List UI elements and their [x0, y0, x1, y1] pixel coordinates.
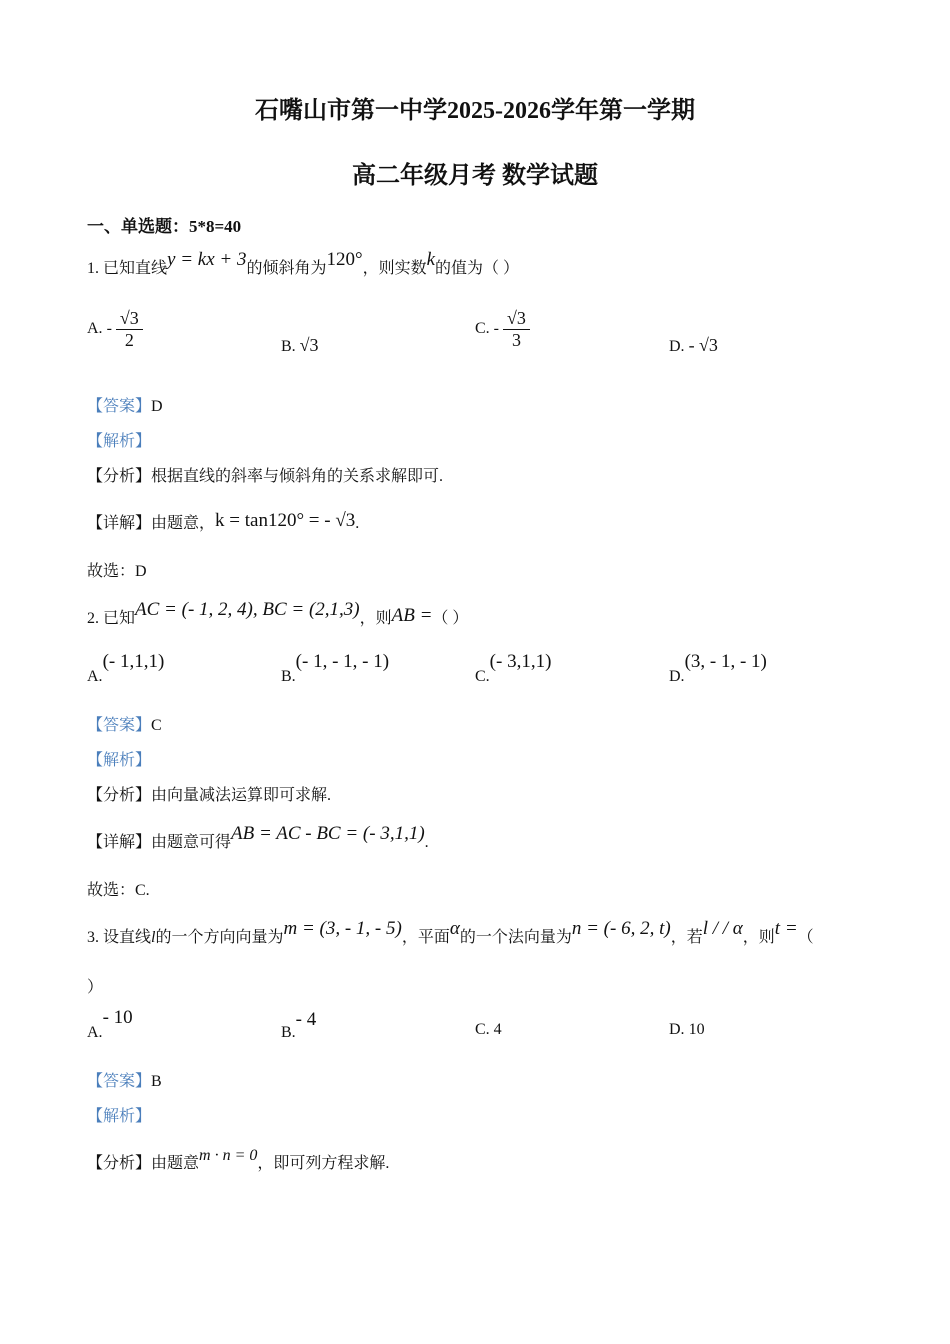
option-label: D.: [669, 1021, 685, 1038]
answer-value: C: [151, 717, 162, 734]
q2-option-b: [281, 651, 390, 687]
q3-option-c: [475, 1021, 502, 1039]
q2-option-c: [475, 651, 552, 687]
detail-text: .: [355, 515, 360, 532]
detail-tag: 【详解】: [87, 515, 152, 532]
q2-text: 2. 已知: [87, 610, 136, 627]
q3-option-d: [669, 1021, 705, 1039]
q3-answer: [87, 1068, 162, 1091]
option-label: B.: [281, 1024, 296, 1041]
answer-value: B: [151, 1073, 162, 1090]
q1-choose: 故选：D: [87, 563, 147, 580]
answer-tag: 【答案】: [87, 398, 152, 415]
q2-equation: AC = (- 1, 2, 4), BC = (2,1,3): [135, 599, 360, 620]
fenxi-text: 由向量减法运算即可求解.: [151, 787, 332, 804]
option-value: - 10: [102, 1007, 133, 1028]
option-value: 4: [493, 1021, 502, 1038]
option-value: (- 3,1,1): [489, 651, 552, 672]
option-label: A.: [87, 1024, 103, 1041]
q3-alpha: α: [449, 918, 460, 939]
numerator: √3: [503, 308, 530, 330]
section-heading: 一、单选题：5*8=40: [87, 217, 242, 236]
q3-vector-n: n = (- 6, 2, t): [571, 918, 671, 939]
q3-close-paren: ）: [87, 979, 104, 996]
q2-choose: 故选：C.: [87, 882, 150, 899]
q3-text: 的一个方向向量为: [155, 929, 284, 946]
answer-tag: 【答案】: [87, 717, 152, 734]
detail-text: 由题意，: [151, 515, 216, 532]
q1-text: 的倾斜角为: [246, 260, 327, 277]
q2-equation: AB =: [391, 605, 433, 626]
fenxi-text: 根据直线的斜率与倾斜角的关系求解即可.: [151, 468, 444, 485]
q1-option-a: [87, 308, 143, 351]
q2-detail: [87, 823, 429, 853]
option-value: (3, - 1, - 1): [684, 651, 767, 672]
q3-text: ，平面: [401, 929, 450, 946]
q3-l: l: [151, 929, 156, 946]
q2-option-a: [87, 651, 165, 687]
fenxi-tag: 【分析】: [87, 1155, 152, 1172]
fraction: [116, 308, 143, 351]
answer-value: D: [151, 398, 163, 415]
fenxi-tag: 【分析】: [87, 787, 152, 804]
option-label: C.: [475, 320, 490, 338]
q3-condition: l / / α: [702, 918, 743, 939]
option-value: - √3: [688, 335, 718, 355]
q1-option-c: [475, 308, 530, 351]
option-value: - 4: [295, 1009, 317, 1030]
q2-answer: [87, 712, 162, 735]
q1-angle: 120°: [326, 249, 363, 270]
q3-analysis-tag: 【解析】: [87, 1108, 152, 1125]
q3-option-b: [281, 1009, 317, 1043]
numerator: √3: [116, 308, 143, 330]
q3-text: 3. 设直线: [87, 929, 152, 946]
q3-t: t =: [774, 918, 798, 939]
q2-fenxi: [87, 782, 331, 805]
option-label: D.: [669, 668, 685, 685]
option-label: B.: [281, 338, 296, 355]
fenxi-equation: m · n = 0: [199, 1147, 258, 1164]
q2-analysis-tag: 【解析】: [87, 752, 152, 769]
q3-text: 的一个法向量为: [459, 929, 572, 946]
q2-text: （ ）: [432, 610, 469, 627]
option-label: A.: [87, 668, 103, 685]
q3-vector-m: m = (3, - 1, - 5): [283, 918, 402, 939]
q3-option-a: [87, 1007, 133, 1043]
title-line-1: 石嘴山市第一中学2025-2026学年第一学期: [255, 98, 695, 124]
q1-text: 1. 已知直线: [87, 260, 168, 277]
denominator: 3: [511, 330, 521, 350]
option-label: D.: [669, 338, 685, 355]
detail-equation: k = tan120° = - √3: [215, 510, 356, 531]
question-1: [87, 249, 520, 279]
detail-tag: 【详解】: [87, 834, 152, 851]
option-value: 10: [688, 1021, 705, 1038]
q2-option-d: [669, 651, 767, 687]
q1-answer: [87, 393, 163, 416]
q1-text: ，则实数: [362, 260, 427, 277]
q2-text: ，则: [359, 610, 392, 627]
q1-option-d: [669, 335, 718, 356]
option-sign: -: [106, 320, 112, 338]
fenxi-text: ，即可列方程求解.: [257, 1155, 390, 1172]
detail-equation: AB = AC - BC = (- 3,1,1): [231, 823, 425, 844]
question-2: [87, 599, 469, 629]
detail-text: .: [424, 834, 429, 851]
denominator: 2: [124, 330, 134, 350]
q1-detail: [87, 510, 359, 534]
q1-equation: y = kx + 3: [167, 249, 247, 270]
q1-fenxi: [87, 463, 443, 486]
q1-k: k: [426, 249, 436, 270]
q1-option-b: [281, 335, 319, 356]
option-value: (- 1,1,1): [102, 651, 165, 672]
q1-analysis-tag: 【解析】: [87, 433, 152, 450]
q3-fenxi: [87, 1147, 390, 1173]
option-label: A.: [87, 320, 103, 338]
q1-text: 的值为（ ）: [435, 260, 520, 277]
fenxi-tag: 【分析】: [87, 468, 152, 485]
title-line-2: 高二年级月考 数学试题: [352, 163, 598, 189]
option-label: B.: [281, 668, 296, 685]
q3-text: ，若: [670, 929, 703, 946]
answer-tag: 【答案】: [87, 1073, 152, 1090]
q3-text: （: [797, 929, 814, 946]
fenxi-text: 由题意: [151, 1155, 200, 1172]
option-sign: -: [493, 320, 499, 338]
fraction: [503, 308, 530, 351]
option-value: √3: [299, 335, 319, 355]
option-value: (- 1, - 1, - 1): [295, 651, 390, 672]
option-label: C.: [475, 1021, 490, 1038]
detail-text: 由题意可得: [151, 834, 232, 851]
option-label: C.: [475, 668, 490, 685]
question-3: [87, 918, 814, 948]
q3-text: ，则: [742, 929, 775, 946]
